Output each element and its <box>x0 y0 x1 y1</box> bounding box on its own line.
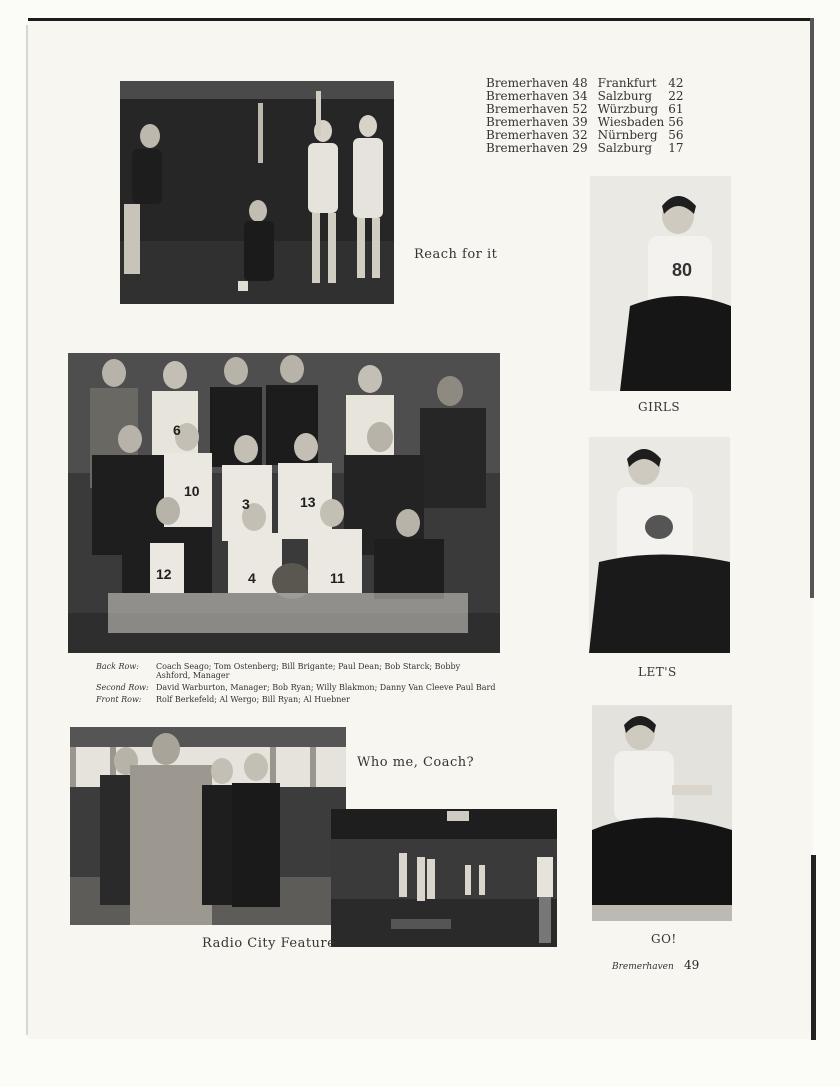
score-value: 32 <box>572 128 588 142</box>
score-team: Bremerhaven <box>486 76 569 90</box>
footer-school: Bremerhaven <box>612 962 674 972</box>
jersey-number: 10 <box>184 483 200 499</box>
score-opponent: Würzburg <box>597 102 659 116</box>
score-value: 34 <box>572 89 588 103</box>
photo-coach-huddle <box>70 727 346 925</box>
score-row <box>486 142 684 155</box>
roster-back-label: Back Row: <box>96 662 139 671</box>
score-value: 29 <box>572 141 588 155</box>
cheerleader-number: 80 <box>672 260 693 280</box>
jersey-number: 12 <box>156 566 172 582</box>
page-right-edge-bottom <box>811 855 816 1040</box>
photo-cheerleader-2 <box>589 437 730 653</box>
caption-radio-city: Radio City Feature <box>202 936 336 951</box>
score-opponent: Salzburg <box>597 141 653 155</box>
jersey-number: 6 <box>173 422 181 438</box>
score-opponent: Nürnberg <box>597 128 658 142</box>
score-opponent-value: 22 <box>668 89 684 103</box>
jersey-number: 11 <box>330 570 345 586</box>
team-roster <box>96 662 496 707</box>
score-value: 39 <box>572 115 588 129</box>
scores-table <box>486 77 684 155</box>
score-opponent-value: 56 <box>668 128 684 142</box>
score-opponent: Frankfurt <box>597 76 657 90</box>
score-opponent-value: 17 <box>668 141 684 155</box>
photo-team <box>68 353 500 653</box>
caption-go: GO! <box>651 932 677 946</box>
score-opponent: Wiesbaden <box>597 115 665 129</box>
score-opponent-value: 61 <box>668 102 684 116</box>
score-team: Bremerhaven <box>486 128 569 142</box>
photo-cheerleader-3 <box>592 705 732 921</box>
caption-lets: LET'S <box>638 665 677 679</box>
photo-cheerleader-1 <box>590 176 731 391</box>
page-number: 49 <box>684 958 700 972</box>
roster-back-names: Coach Seago; Tom Ostenberg; Bill Brigante; Paul Dean; Bob Starck; Bobby Ashford, Manager <box>156 662 461 680</box>
score-opponent-value: 42 <box>668 76 684 90</box>
caption-girls: GIRLS <box>638 400 681 414</box>
score-team: Bremerhaven <box>486 89 569 103</box>
score-value: 48 <box>572 76 588 90</box>
score-value: 52 <box>572 102 588 116</box>
score-team: Bremerhaven <box>486 102 569 116</box>
jersey-number: 13 <box>300 494 316 510</box>
score-team: Bremerhaven <box>486 141 569 155</box>
roster-front-names: Rolf Berkefeld; Al Wergo; Bill Ryan; Al Huebner <box>156 695 350 704</box>
roster-second-label: Second Row: <box>96 683 149 692</box>
score-team: Bremerhaven <box>486 115 569 129</box>
score-opponent-value: 56 <box>668 115 684 129</box>
roster-second-names: David Warburton, Manager; Bob Ryan; Willy Blakmon; Danny Van Cleeve Paul Bard <box>156 683 496 692</box>
roster-front-row <box>96 695 496 704</box>
roster-back-row <box>96 662 496 680</box>
caption-reach: Reach for it <box>414 247 498 262</box>
page-right-edge-top <box>810 18 814 598</box>
jersey-number: 4 <box>248 570 256 586</box>
score-opponent: Salzburg <box>597 89 653 103</box>
roster-second-row <box>96 683 496 692</box>
photo-radio-city <box>331 809 557 947</box>
caption-who-me: Who me, Coach? <box>357 755 475 770</box>
roster-front-label: Front Row: <box>96 695 142 704</box>
jersey-number: 3 <box>242 496 250 512</box>
photo-game-action <box>120 81 394 304</box>
